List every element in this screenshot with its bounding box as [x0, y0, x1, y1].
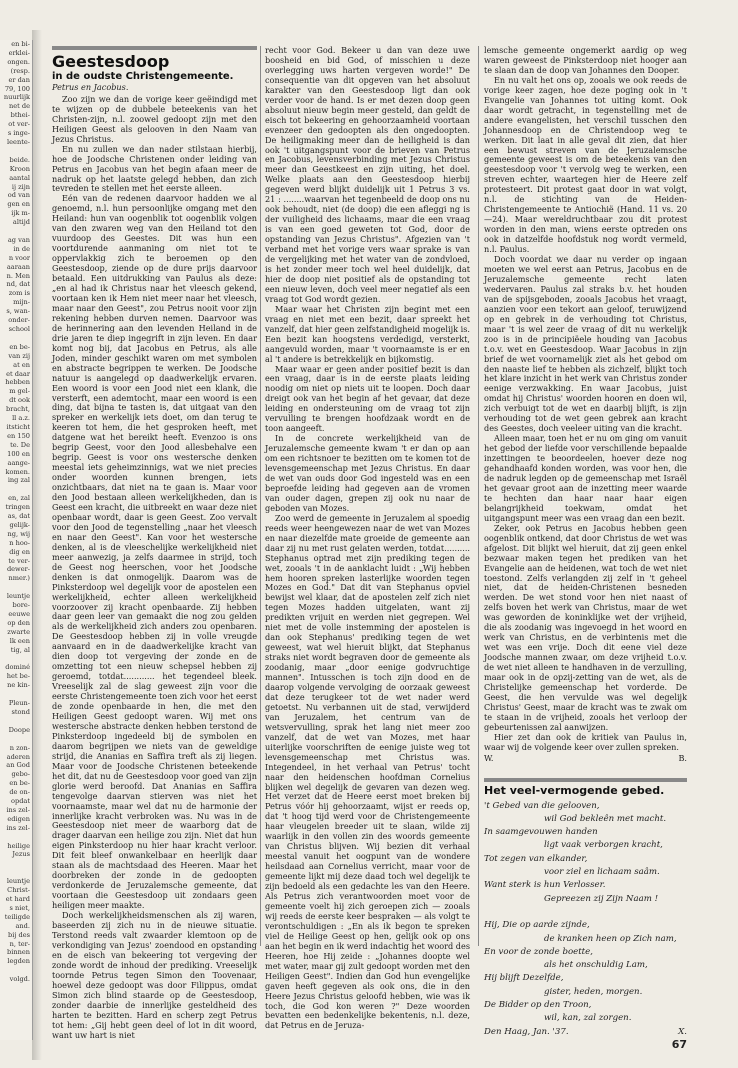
article-column-3	[484, 46, 687, 1050]
fragment-line	[0, 485, 32, 494]
fragment-line	[0, 655, 32, 664]
fragment-line: lk een	[9, 636, 30, 645]
fragment-line: Pleun-	[8, 699, 30, 708]
poem-author: X.	[678, 1026, 687, 1037]
column-rule	[478, 46, 479, 946]
fragment-line: leuntje	[6, 592, 30, 601]
previous-page-edge	[0, 40, 33, 1040]
fragment-line: aantal	[9, 173, 30, 182]
fragment-line: ng, wij	[7, 529, 30, 538]
fragment-line: opdat	[11, 797, 30, 806]
fragment-line: komen.	[5, 467, 30, 476]
article-column-2	[265, 46, 470, 1031]
fragment-line: edigen	[7, 814, 30, 823]
fragment-line: leuntje	[6, 877, 30, 886]
fragment-line	[0, 690, 32, 699]
paragraph: recht voor God. Bekeer u dan van deze uwe boosheid en bid God, of misschien u deze overlegging uws harten vergeven worde!" De consequentie van dit opgeven van het absoluut karakter van den Geestesdoop ligt dan ook verder voor de hand. Is er met dezen doop geen absoluut nieuw begin meer gesteld, dan geldt de eisch tot bekeering en gehoorzaamheid voortaan evenzeer den gedoopten als den ongedoopten. De heiligmaking meer dan de heiligheid is dan ook 't uitgangspunt voor de brieven van Petrus en Jacobus, levensverbinding met Jezus Christus meer dan Geestkeest en zijn uiting, het doel. Welke plaats aan den Geestesdoop hierbij gegeven werd blijkt duidelijk uit 1 Petrus 3 vs. 21 : ........waarvan het tegenbeeld de doop ons nu ook behoudt, niet (de doop) die een afleggi ng is der vuiligheid des lichaams, maar die een vraag is van een goed geweten tot God, door de opstanding van Jezus Christus". Afgezien van 't verband met het vorige vers waar sprake is van de vergelijking met het water van de zondvloed, is het zonder meer toch wel heel duidelijk, dat hier de doop niet positief als de opstanding tot een nieuw leven, doch veel meer negatief als een vraag tot God wordt gezien.	[265, 45, 470, 304]
gutter-shadow	[32, 30, 42, 1060]
poem-line: Tot zegen van elkander,	[484, 853, 588, 864]
fragment-line	[0, 859, 32, 868]
fragment-line	[0, 717, 32, 726]
fragment-line: aderen	[6, 752, 30, 761]
fragment-line: zwarte	[7, 627, 30, 636]
fragment-line: as, dat	[7, 512, 30, 521]
fragment-line: dewer-	[6, 565, 30, 574]
fragment-line	[0, 227, 32, 236]
poem-line: Hij, Die op aarde zijnde,	[484, 920, 590, 931]
fragment-line: ll a.z.	[12, 414, 30, 423]
fragment-line: an God	[6, 761, 30, 770]
fragment-line: n voor	[8, 253, 30, 262]
fragment-line: s inge-	[7, 129, 30, 138]
fragment-line	[0, 334, 32, 343]
fragment-line: heilige	[7, 841, 30, 850]
fragment-line: Christ-	[7, 886, 30, 895]
page-number: 67	[671, 1037, 687, 1051]
fragment-line: binnen	[7, 948, 30, 957]
fragment-line: hebben	[5, 378, 30, 387]
poem-line: De Bidder op den Troon,	[484, 1000, 592, 1011]
fragment-line: ins zel-	[6, 805, 30, 814]
fragment-line: 100 en	[7, 449, 30, 458]
fragment-line: (resp.	[10, 66, 30, 75]
article-signature	[484, 754, 687, 764]
fragment-line: m gel-	[9, 387, 30, 396]
fragment-line: aange-	[7, 458, 30, 467]
fragment-line: mijn-	[13, 298, 30, 307]
fragment-line: eeuwe	[8, 610, 30, 618]
poem-place-date: Den Haag, Jan. '37.	[484, 1026, 569, 1037]
fragment-line: ongen.	[7, 57, 30, 66]
fragment-line	[0, 735, 32, 744]
poem-line: ligt vaak verborgen kracht,	[544, 840, 663, 851]
fragment-line: et hard	[5, 895, 30, 903]
poem-line: wil, kan, zal zorgen.	[544, 1013, 632, 1024]
fragment-line: s niet,	[9, 903, 30, 912]
signature-initial-right: B.	[678, 752, 687, 763]
paragraph: Doch voordat we daar nu verder op ingaan moeten we wel eerst aan Petrus, Jacobus en de Jeruzalemsche gemeente recht laten wedervaren. Paulus zal straks b.v. het houden van de spijsgeboden, zooals Jacobus het vraagt, aanzien voor een tekort aan geloof, teruwijzend op en gebrek in de verhouding tot Christus, maar 't is wel zeer de vraag of dit nu werkelijk zoo is in de principiëele houding van Jacobus t.o.v. wet en Geestesdoop. Waar Jacobus in zijn brief de wet voornamelijk ziet als het gebod om den naaste lief te hebben als zichzelf, blijkt toch het klare inzicht in het werk van Christus zonder eenige verzwakking. En waar Jacobus, juist omdat hij Christus' woorden hooren en doen wil, zich verbuigt tot de wet en daarbij blijft, is zijn verhouding tot de wet geen gebrek aan kracht des Geestes, doch veeleer uiting van die kracht.	[484, 254, 687, 434]
fragment-line: ij zijn	[11, 182, 30, 191]
column-rule	[260, 46, 261, 946]
poem-line: 't Gebed van die gelooven,	[484, 800, 600, 811]
fragment-line: Kroon	[9, 164, 30, 173]
fragment-line: bthei-	[10, 111, 30, 120]
fragment-line: n zon-	[9, 743, 30, 752]
fragment-line: tig, al	[10, 645, 30, 654]
fragment-line: net de	[8, 102, 30, 111]
fragment-line	[0, 147, 32, 156]
fragment-line: er dan	[8, 75, 30, 84]
fragment-line: de on-	[9, 788, 30, 797]
fragment-line: in de	[13, 244, 30, 253]
fragment-line: ne kin-	[7, 681, 30, 690]
fragment-line: 79, 100	[4, 84, 30, 93]
article-byline: Petrus en Jacobus.	[52, 81, 129, 92]
poem-line: de kranken heen op Zich nam,	[544, 933, 677, 944]
poem-line: En voor de zonde boette,	[484, 946, 593, 957]
fragment-line: erklei-	[8, 48, 30, 57]
paragraph: Maar waar er geen ander positief bezit is dan een vraag, daar is in de eerste plaats leiding noodig om niet op niets uit te loopen. Doch daar dreigt ook van het begin af het gevaar, dat deze leiding en ondersteuning om de vraag tot zijn vervulling te brengen hoofdzaak wordt en de toon aangeeft.	[265, 363, 470, 434]
paragraph: Alleen maar, toen het er nu om ging om vanuit het gebod der liefde voor verschillende bepaalde inzettingen te beoordeelen, hoever deze nog gehandhaafd konden worden, was voor hen, die de nadruk legden op de gemeenschap met Israël het gevaar groot aan de inzetting meer waarde te hechten dan haar naar haar eigen belangrijkheid toekwam, omdat het uitgangspunt meer was een vraag dan een bezit.	[484, 433, 687, 523]
title-bar	[52, 46, 257, 50]
paragraph: Maar waar het Christen zijn begint met een vraag en niet met een bezit, daar spreekt het vanzelf, dat hier geen zelfstandigheid mogelijk is. Een bezit kan hoogstens verdedigd, versterkt, aangevuld worden, maar 't voornaamste is er en al 't andere is betrekkelijk en bijkomstig.	[265, 303, 470, 364]
fragment-line: altijd	[12, 218, 30, 227]
fragment-line: ing zal	[7, 476, 30, 485]
fragment-line: n, ter-	[9, 939, 30, 948]
fragment-line: van zij	[8, 351, 30, 360]
fragment-line: nd, dat	[6, 280, 30, 289]
paragraph: Eén van de redenen daarvoor hadden we al genoemd, n.l. hun persoonlijke omgang met den Heiland: hun van oogenblik tot oogenblik volgen van den zwaren weg van den Heiland tot den vuurdoop des Geestes. Dit was hun een voortdurende aanmaning om niet tot te oppervlakkig zich te beroemen op den Geestesdoop, ziende op de dure prijs daarvoor betaald. Een uitdrukking van Paulus als deze: „en al had ik Christus naar het vleesch gekend, voortaan ken ik Hem niet meer naar het vleesch, maar naar den Geest", zou Petrus nooit voor zijn rekening hebben durven nemen. Daarvoor was de herinnering aan den levenden Heiland in de drie jaren te diep ingegrift in zijn leven. En daar komt nog bij, dat Jacobus en Petrus, als alle Joden, minder geschikt waren om met symbolen en abstracte begrippen te werken. De Joodsche natuur is aangelegd op daadwerkelijk ervaren. Een woord is voor een Jood niet een klank, die versterft, een ademtocht, maar een woord is een ding, dat bijna te tasten is, dat uitgaat van den spreker en werkelijk iets doet, om dan terug te keeren tot hem, die het gesproken heeft, met datgene wat het bereikt heeft. Evenzoo is ons begrip Geest, voor den Jood allesbehalve een begrip. Geest is voor ons westersche denken meestal iets geheimzinnigs, wat we niet precies onder woorden kunnen brengen, iets onzichtbaars, dat niet na te gaan is. Maar voor den Jood bestaan alleen werkelijkheden, dan is Geest een kracht, die uitbreekt en waar deze niet openbaar wordt, daar is geen Geest. Zoo vervalt voor den Jood de tegenstelling „naar het vleesch en naar den Geest". Kan voor het westersche denken, al is de vleeschelijke werkelijkheid niet meer aanwezig, ja zelfs daarmee in strijd, toch de Geest nog heerschen, voor het Joodsche denken is dat onmogelijk. Daarom was de Pinksterdoop wel degelijk voor de apostelen een werkelijkheid, echter alleen werkelijkheid voorzoover zij kracht openbaarde. Zij hebben daar geen leer van gemaakt die nog zou gelden als de werkelijkheid zich anders zou openbaren. De Geestesdoop hebben zij in volle vreugde aanvaard en in de daadwerkelijke kracht van dien doop tot vergeving der zonde en de omzetting tot een nieuw schepsel hebben zij geroemd, totdat............ het tegendeel bleek. Vreeselijk zal de slag geweest zijn voor die eerste Christengemeente toen zich voor het eerst de zonde openbaarde in hen, die met den Heiligen Geest gedoopt waren. Wij met ons westersche abstracte denken hebben terstond de Pinksterdoop ingedeeld bij de symbolen en daarom begrijpen we niets van de geweldige strijd, die Ananias en Saffira treft als zij liegen. Maar voor de Joodsche Christenen beteekende het dit, dat nu de Geestesdoop voor goed van zijn glorie werd beroofd. Dat Ananias en Saffira tengevolge daarvan stierven was niet het voornaamste, maar wel dat nu de harmonie der innerlijke kracht verbroken was. Nu was in de Geestesdoop niet meer de waarborg dat de drager daarvan een heilige zou zijn. Niet dat hun eigen Pinksterdoop nu hier haar kracht verloor. Dit feit bleef onwankelbaar en heerlijk daar staan als de machtsdaad des Heeren. Maar het doorbreken der zonde in de gedoopten verdonkerde de Jeruzalemsche gemeente, dat voortaan die Geestesdoop uit zondaars geen heiligen meer maakte.	[52, 193, 257, 911]
poem-footer	[484, 1028, 687, 1038]
article-title: Geestesdoop	[52, 52, 170, 71]
fragment-line: gen en	[7, 200, 30, 209]
fragment-line: leente-	[7, 137, 30, 146]
paragraph: En nu zullen we dan nader stilstaan hierbij, hoe de Joodsche Christenen onder leiding van Petrus en Jacobus van het begin afaan meer de nadruk op het laatste gelegd hebben, dan zich tevreden te stellen met het eerste alleen.	[52, 143, 257, 194]
fragment-line: te. De	[10, 440, 30, 449]
fragment-line: en 150	[7, 431, 30, 440]
fragment-line: legden	[7, 957, 30, 966]
fragment-line	[0, 583, 32, 592]
paragraph: Zeker, ook Petrus en Jacobus hebben geen oogenblik ontkend, dat door Christus de wet was afgelost. Dit blijkt wel hieruit, dat zij geen enkel bezwaar maken tegen het prediken van het Evangelie aan de heidenen, wat toch de wet niet toestond. Zelfs verlangden zij zelf in 't geheel niet, dat de heiden-Christenen besneden werden. De wet stond voor hen niet naast of zelfs boven het werk van Christus, maar de wet was geworden de koninklijke wet der vrijheid, die als zoodanig was ingevoegd in het woord en werk van Christus, en de verbintenis met die wet was een vrije. Doch dit eene viel deze Joodsche mannen zwaar, om deze vrijheid t.o.v. de wet niet alleen te handhaven in de verzulling, maar ook in de opzij-zetting van de wet, als de Christelijke gemeenschap het vorderde. De Geest, die hen vervulde was wel degelijk Christus' Geest, maar de kracht was te zwak om te staan in de vrijheid, zooals het verloop der gebeurtenissen zal aanwijzen.	[484, 522, 687, 732]
fragment-line: en bi-	[11, 40, 30, 48]
poem-line: als het onschuldig Lam,	[544, 960, 648, 971]
fragment-line: gelijk-	[9, 520, 30, 529]
fragment-line: en be-	[9, 342, 30, 351]
fragment-line: dig en	[9, 547, 30, 556]
poem-line: Gepreezen zij Zijn Naam !	[544, 893, 659, 904]
fragment-line: and.	[15, 921, 30, 930]
fragment-line: onder-	[8, 316, 30, 325]
fragment-line: n. Men	[6, 271, 30, 280]
fragment-line: en be-	[9, 779, 30, 788]
poem-line	[484, 906, 687, 919]
fragment-line: nmer.)	[8, 574, 30, 583]
fragment-line: bore-	[12, 601, 30, 610]
paragraph: Zoo werd de gemeente in Jeruzalem al spoedig reeds weer heengewezen naar de wet van Mozes en naar diezelfde mate groeide de gemeente aan daar zij nu met rust gelaten werden, totdat.......... Stephanus optrad met zijn prediking tegen de wet, zooals 't in de aanklacht luidt : „Wij hebben hem hooren spreken lasterlijke woorden tegen Mozes en God." Dat dit van Stephanus opviel bewijst wel klaar, dat de apostelen zelf zich niet tegen Mozes hadden uitgelaten, want zij predikten vrijuit en werden niet gegrepen. Wel niet met de volle instemming der apostelen is dan ook Stephanus' prediking tegen de wet geweest, wat wel hieruit blijkt, dat Stephanus straks niet wordt begraven door de gemeente als zoodanig, maar „door eenige godvruchtige mannen". Intusschen is toch zijn dood en de daarop volgende vervolging de oorzaak geweest dat deze terugkeer tot de wet nader werd getoetst. Nu verbannen uit de stad, verwijderd van Jeruzalem, het centrum van de wetsvervulling, sprak het lang niet meer zoo vanzelf, dat de wet van Mozes, met haar uiterlijke voorschriften de eenige juiste weg tot levensgemeenschap met Christus was. Integendeel, in het verhaal van Petrus' tocht naar den heidenschen hoofdman Cornelius blijken wel degelijk de gevaren van dezen weg. Het verzet dat de Heere eerst moet breken bij Petrus vóór hij gehoorzaamt, wijst er reeds op, dat 't hoog tijd werd voor de Christengemeente haar vleugelen breeder uit te slaan, wilde zij waarlijk in den vollen zin des woords gemeente van Christus blijven. Wij bezien dit verhaal meestal vanuit het oogpunt van de wondere heilsdaad aan Cornelius verricht, maar voor de gemeente lijkt mij deze daad toch wel degelijk te zijn bedoeld als een gedachte les van den Heere. Als Petrus zich verantwoorden moet voor de gemeente voelt hij zich geroepen zich — zooals wij reeds de eerste keer bespraken — als volgt te verontschuldigen : „En als ik begon te spreken viel de Heilige Geest op hen, gelijk ook op ons aan het begin en ik werd indachtig het woord des Heeren, hoe Hij zeide : „Johannes doopte wel met water, maar gij zult gedoopt worden met den Heiligen Geest". Indien dan God hun evengelijke gaven heeft gegeven als ook ons, die in den Heere Jezus Christus geloofd hebben, wie was ik toch, die God kon weren ?" Deze woorden bevatten een bedenkelijke bekentenis, n.l. deze, dat Petrus en de Jeruza-	[265, 512, 470, 1031]
paragraph: Hier zet dan ook de kritiek van Paulus in, waar wij de volgende keer over zullen spreken.	[484, 731, 687, 752]
fragment-line: zom is	[8, 289, 30, 298]
fragment-line: s, wan-	[6, 307, 30, 316]
fragment-line: n hoo-	[9, 538, 30, 547]
article-subtitle: in de oudste Christengemeente.	[52, 71, 234, 82]
fragment-line: stond	[11, 707, 30, 716]
fragment-line: dt ook	[9, 396, 30, 405]
fragment-line: itsticht	[6, 422, 30, 431]
fragment-line: te ver-	[8, 556, 30, 565]
poem-line: Want sterk is hun Verlosser.	[484, 880, 606, 891]
poem-line: wil God bekleên met macht.	[544, 813, 667, 824]
fragment-line: het be-	[6, 672, 30, 681]
paragraph: En nu valt het ons op, zooals we ook reeds de vorige keer zagen, hoe deze poging ook in 't Evangelie van Johannes tot uiting komt. Ook daar wordt getracht, in tegenstelling met de andere evangelisten, het verschil tusschen den Johannesdoop en de Christendoop weg te werken. Dit laat in alle geval dit zien, dat hier een bewust streven van de Jeruzalemsche gemeente geweest is om de beteekenis van den geestesdoop voor 't vervolg weg te werken, een streven echter, waartegen hier de Heere zelf protesteert. Dit protest gaat door in wat volgt, n.l. de stichting van de Heiden-Christengemeente te Antiochië (Hand. 11 vs. 20—24). Maar wereldruchtbaar zou dit protest worden in den man, wiens eerste optreden ons ook in datzelfde hoofdstuk nog wordt vermeld, n.l. Paulus.	[484, 74, 687, 255]
fragment-line: gebo-	[11, 770, 30, 779]
fragment-line	[0, 833, 32, 842]
fragment-line: ijk m-	[11, 209, 30, 218]
signature-initial-left: W.	[484, 752, 494, 763]
poem-line: gister, heden, morgen.	[544, 986, 643, 997]
fragment-line: beide.	[9, 155, 30, 164]
fragment-line: aaraan	[6, 262, 30, 271]
fragment-line: et daar	[6, 369, 30, 378]
fragment-line: od van	[7, 191, 30, 200]
poem-line: Hij blijft Dezelfde,	[484, 973, 564, 984]
fragment-line: tringen	[5, 503, 30, 512]
fragment-line: ot ver-	[8, 120, 30, 129]
poem-title: Het veel-vermogende gebed.	[484, 783, 665, 797]
fragment-line: en, zal	[8, 494, 30, 503]
fragment-line: volgd.	[9, 975, 30, 984]
fragment-line: ag van	[7, 235, 30, 244]
fragment-line: bij des	[8, 930, 30, 939]
article-column-1	[52, 46, 257, 1040]
paragraph: Zoo zijn we dan de vorige keer geëindigd met te wijzen op de dubbele beteekenis van het Christen-zijn, n.l. zoowel gedoopt zijn met den Heiligen Geest als gelooven in den Naam van Jezus Christus.	[52, 93, 257, 144]
fragment-line: nuurlijk	[3, 93, 30, 102]
poem-line: In saamgevouwen handen	[484, 827, 598, 838]
fragment-line: teiligde	[4, 912, 30, 921]
poem-body	[484, 800, 687, 1026]
paragraph: In de concrete werkelijkheid van de Jeruzalemsche gemeente kwam 't er dan op aan om een richtsnoer te bezitten om te komen tot de levensgemeenschap met Jezus Christus. En daar de wet van ouds door God ingesteld was en een beproefde leiding had gegeven aan de vromen van ouder dagen, grepen zij ook nu naar de geboden van Mozes.	[265, 433, 470, 513]
fragment-line: dominé	[5, 663, 30, 672]
paragraph: lemsche gemeente ongemerkt aardig op weg waren geweest de Pinksterdoop niet hooger aan te slaan dan de doop van Johannes den Dooper.	[484, 45, 687, 75]
fragment-line: op den	[7, 618, 30, 627]
fragment-line: bracht,	[6, 405, 30, 414]
poem-line: voor ziel en lichaam saâm.	[544, 867, 660, 878]
fragment-line: school	[8, 325, 30, 333]
fragment-line: Jezus	[12, 850, 30, 859]
fragment-line: ins zel-	[6, 823, 30, 832]
fragment-line	[0, 966, 32, 975]
poem-section	[484, 778, 687, 1050]
poem-title-bar	[484, 778, 687, 782]
fragment-line: at en	[13, 360, 30, 369]
fragment-line: Doope	[8, 725, 30, 734]
paragraph: Doch werkelijkheidsmenschen als zij waren, baseerden zij zich nu in de nieuwe situatie. Terstond reeds valt zwaarder klemtoon op de verkondiging van Jezus' zoendood en opstanding en de eisch van bekeering tot vergeving der zonde wordt de inhoud der prediking. Vreeselijk toornde Petrus tegen Simon den Toovenaar, hoewel deze gedoopt was door Filippus, omdat Simon zich blind staarde op de Geestesdoop, zonder daarbie de innerlijke gesteldheid des harten te bezitten. Hard en scherp zegt Petrus tot hem: „Gij hebt geen deel of lot in dit woord, want uw hart is niet	[52, 910, 257, 1040]
fragment-line	[0, 868, 32, 877]
